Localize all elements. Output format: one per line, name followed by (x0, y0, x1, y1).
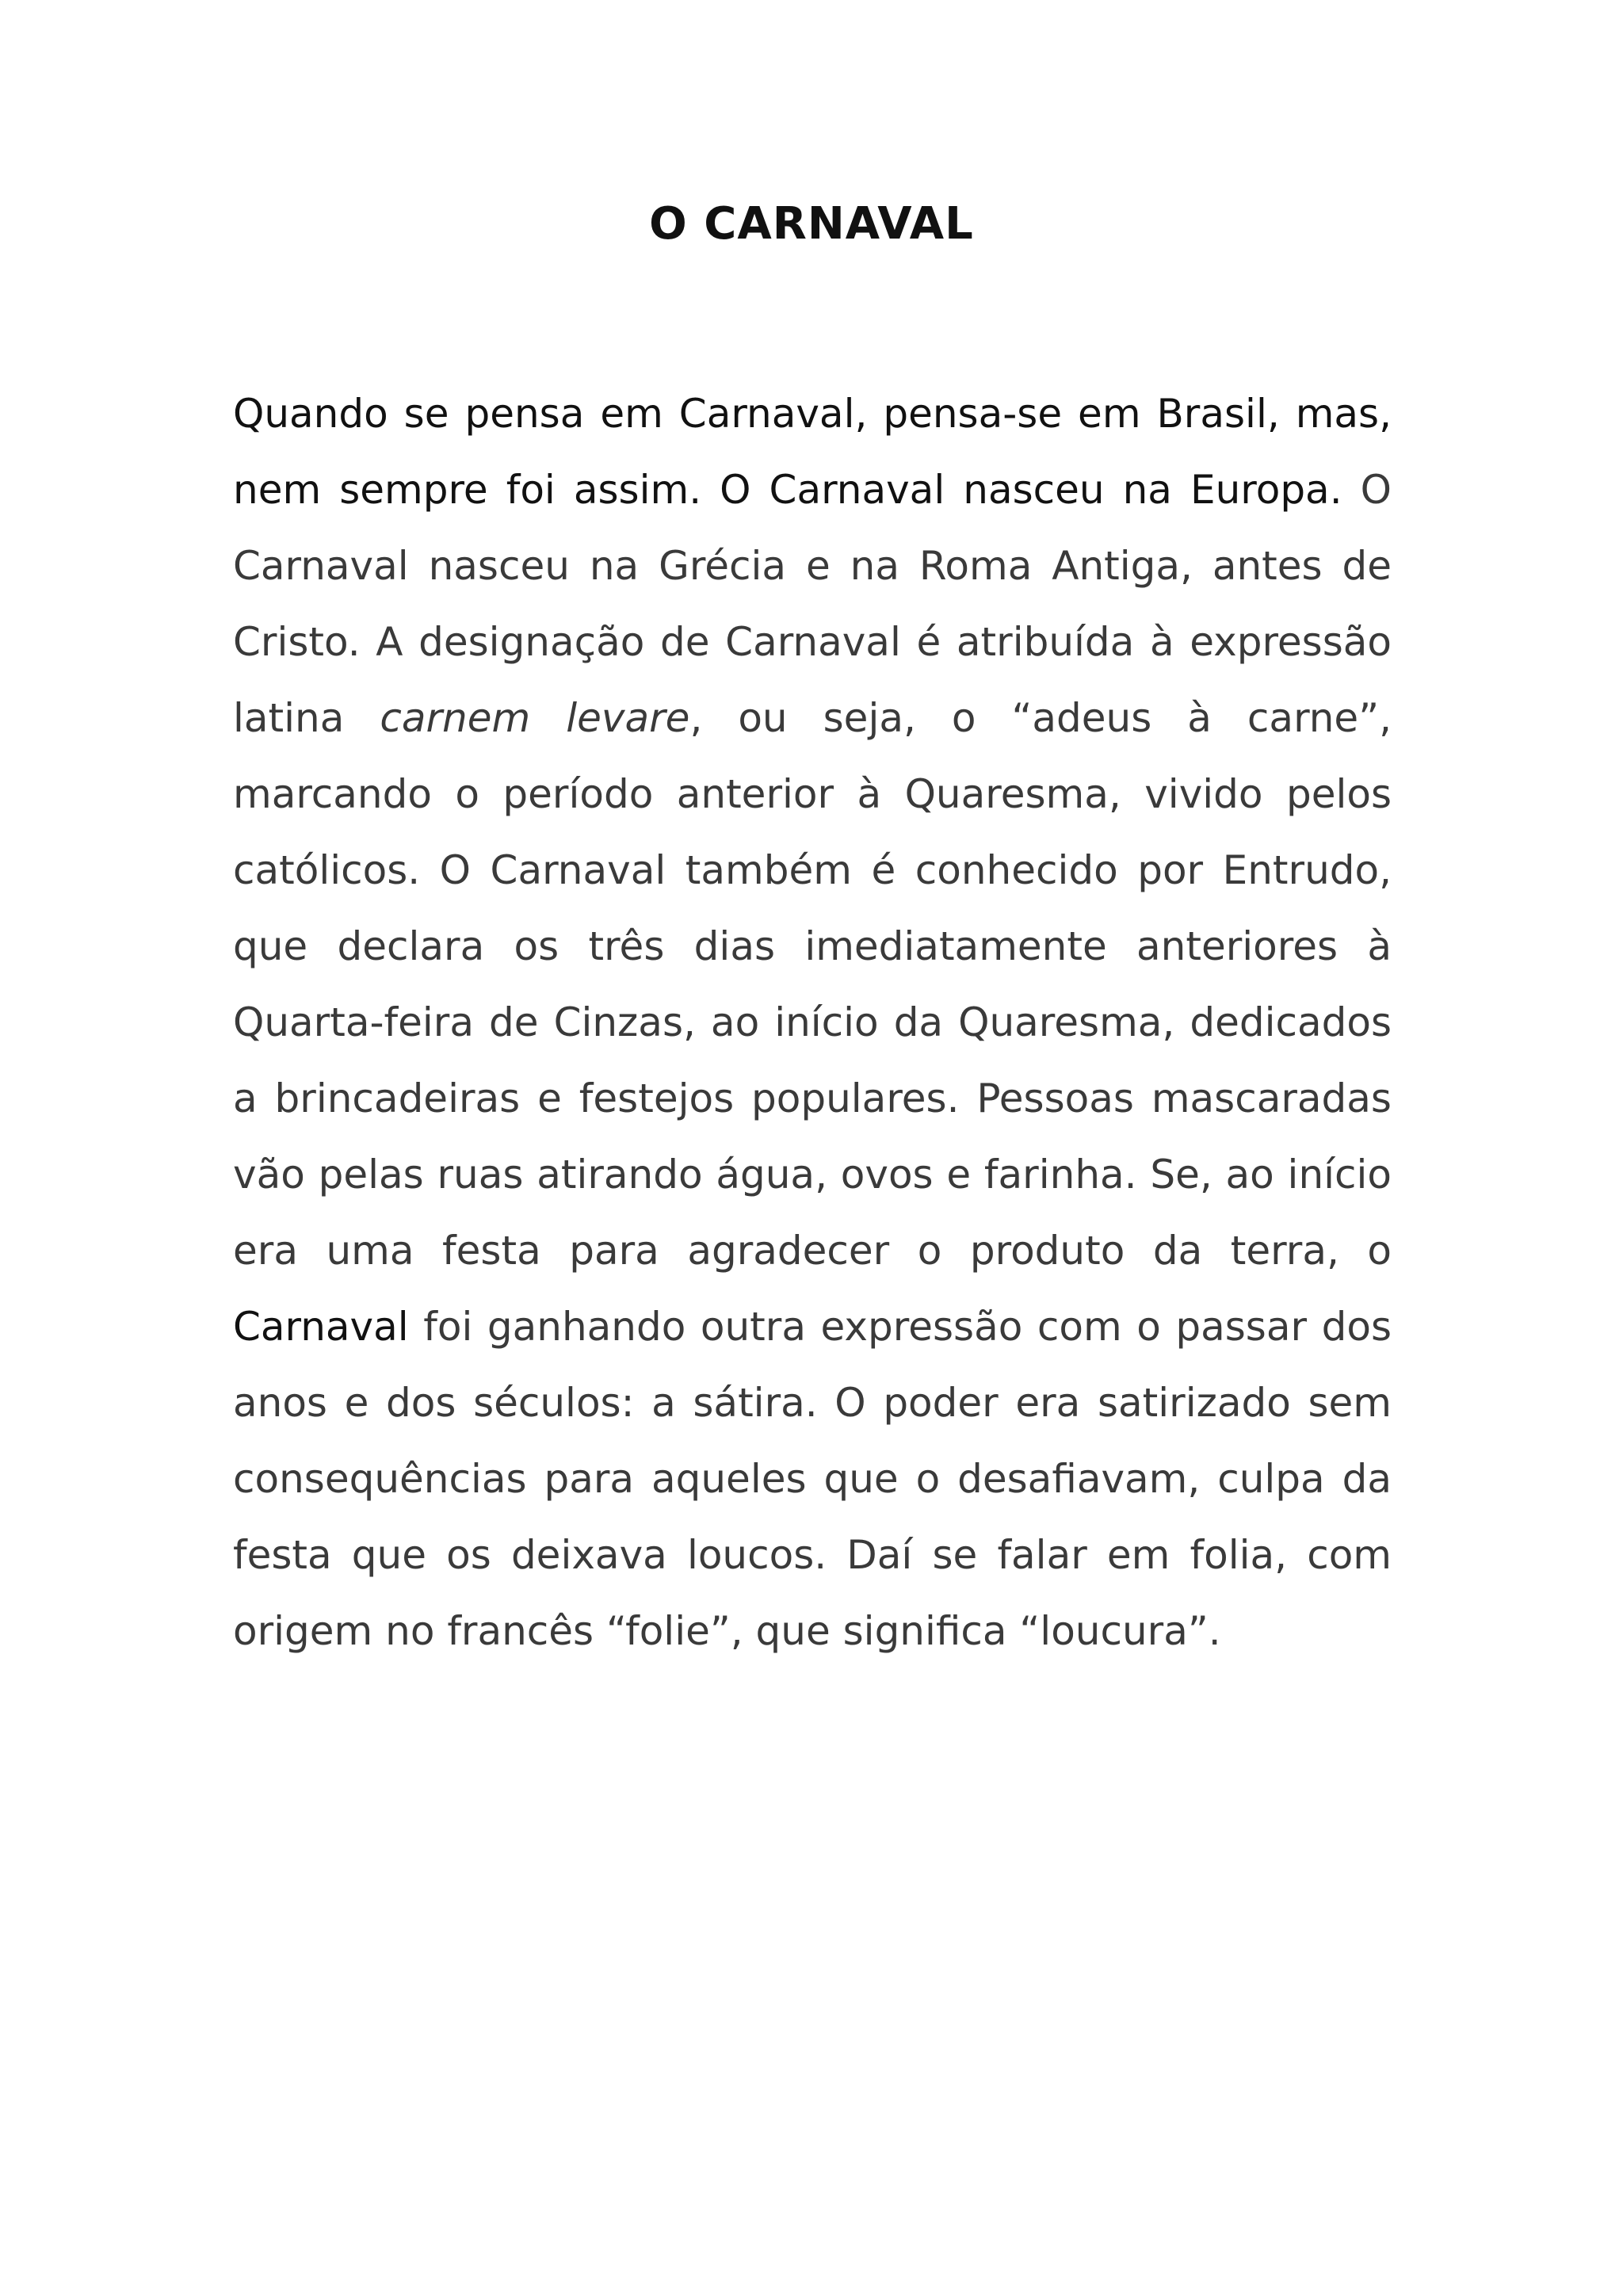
body-paragraph (233, 376, 1392, 1669)
paragraph-text: foi ganhando outra expressão com o passar dos anos e dos séculos: a sátira. O poder era satirizado sem consequências para aqueles que o desafiavam, culpa da festa que os deixava loucos. Daí se falar em folia, com origem no francês “folie”, que significa “loucura”. (233, 1304, 1392, 1654)
paragraph-text: , ou seja, o “adeus à carne”, marcando o período anterior à Quaresma, vivido pelos católicos. O Carnaval também é conhecido por Entrudo, que declara os três dias imediatamente anteriores à Quarta-feira de Cinzas, ao início da Quaresma, dedicados a brincadeiras e festejos populares. Pessoas mascaradas vão pelas ruas atirando água, ovos e farinha. Se, ao início era uma festa para agradecer o produto da terra, o (233, 695, 1392, 1274)
page-title: O CARNAVAL (649, 198, 974, 250)
carnaval-highlight: Carnaval (233, 1304, 409, 1350)
latin-expression: carnem levare (380, 695, 690, 741)
paragraph-intro: Quando se pensa em Carnaval, pensa-se em Brasil, mas, nem sempre foi assim. O Carnaval nasceu na Europa. (233, 391, 1392, 513)
paragraph-text: O Carnaval nasceu na Grécia e na Roma Antiga, antes de Cristo. A designação de Carnaval é atribuída à expressão latina (233, 467, 1392, 741)
